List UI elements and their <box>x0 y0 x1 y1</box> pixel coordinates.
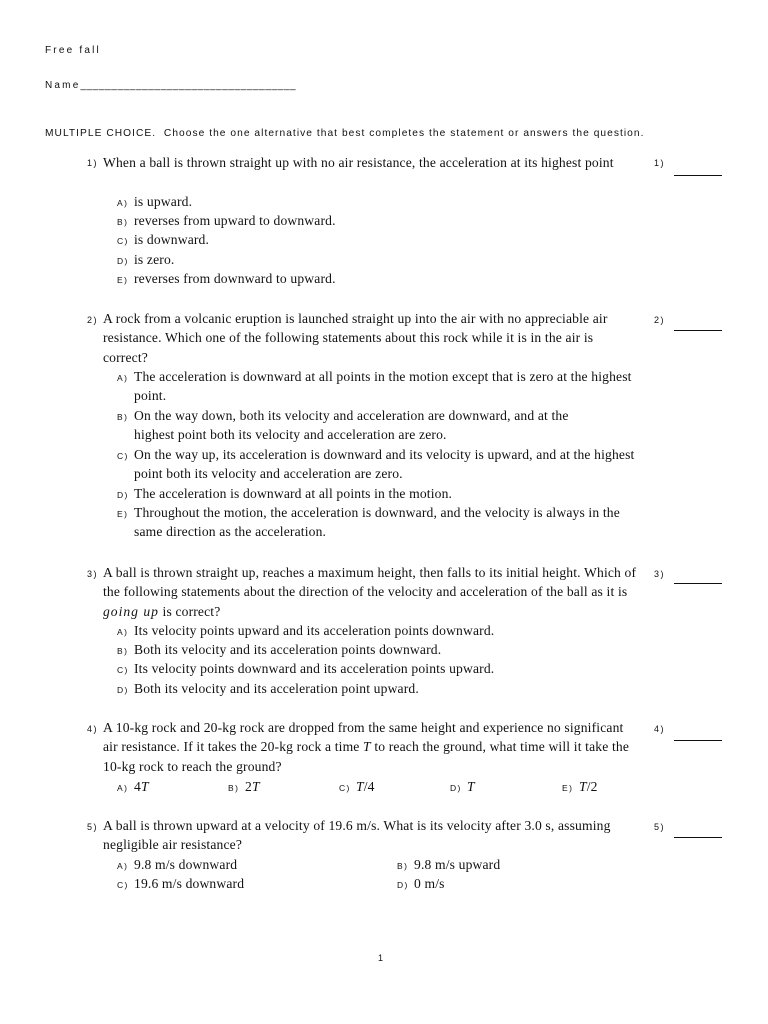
name-label: Name <box>45 80 81 91</box>
option-d[interactable]: D) T <box>450 779 475 794</box>
worksheet-title: Free fall <box>45 45 101 56</box>
answer-blank[interactable] <box>674 837 722 838</box>
answer-number: 1) <box>654 158 666 168</box>
question-text: A ball is thrown straight up, reaches a maximum height, then falls to its initial height. Which of the following statements about the direction of the velocity and acceleration of the ball as it is going up is correct? <box>103 565 637 619</box>
answer-number: 5) <box>654 822 666 832</box>
question-text: A rock from a volcanic eruption is launched straight up into the air with no appreciable air resistance. Which one of the following statements about this rock while it is in the air is correct? <box>103 311 608 365</box>
option-c[interactable]: C) 19.6 m/s downward <box>117 876 245 891</box>
question-text: A 10-kg rock and 20-kg rock are dropped from the same height and experience no significant air resistance. If it takes the 20-kg rock a time T to reach the ground, what time will it take the 10-kg rock to reach the ground? <box>103 720 630 774</box>
emphasis-text: T <box>363 739 371 755</box>
option-e[interactable]: E) T/2 <box>562 779 598 794</box>
answer-number: 4) <box>654 724 666 734</box>
option-a[interactable]: A) Its velocity points upward and its acceleration points downward. <box>117 623 495 638</box>
answer-number: 2) <box>654 315 666 325</box>
question-number: 3) <box>87 569 99 579</box>
option-d[interactable]: D) is zero. <box>117 252 175 267</box>
option-e[interactable]: E) reverses from downward to upward. <box>117 271 336 286</box>
option-b[interactable]: B) Both its velocity and its acceleration points downward. <box>117 642 442 657</box>
emphasis-text: going up <box>103 603 159 619</box>
option-b[interactable]: B) 9.8 m/s upward <box>397 857 501 872</box>
section-instruction-text: Choose the one alternative that best completes the statement or answers the question. <box>163 128 645 139</box>
question-number: 2) <box>87 315 99 325</box>
answer-blank[interactable] <box>674 740 722 741</box>
option-e[interactable]: E) Throughout the motion, the acceleration is downward, and the velocity is always in the same direction as the acceleration. <box>117 505 620 540</box>
section-instructions <box>45 128 645 139</box>
option-a[interactable]: A) The acceleration is downward at all points in the motion except that is zero at the highest point. <box>117 369 632 404</box>
option-a[interactable]: A) is upward. <box>117 194 193 209</box>
option-c[interactable]: C) T/4 <box>339 779 375 794</box>
question-number: 1) <box>87 158 99 168</box>
option-d[interactable]: D) 0 m/s <box>397 876 445 891</box>
question-number: 5) <box>87 822 99 832</box>
option-b[interactable]: B) reverses from upward to downward. <box>117 213 336 228</box>
question-text: A ball is thrown upward at a velocity of 19.6 m/s. What is its velocity after 3.0 s, assuming negligible air resistance? <box>103 818 611 853</box>
option-c[interactable]: C) is downward. <box>117 232 210 247</box>
name-field <box>45 80 296 91</box>
question-text: When a ball is thrown straight up with no air resistance, the acceleration at its highest point <box>103 155 614 170</box>
answer-number: 3) <box>654 569 666 579</box>
answer-blank[interactable] <box>674 583 722 584</box>
option-a[interactable]: A) 9.8 m/s downward <box>117 857 238 872</box>
option-c[interactable]: C) Its velocity points downward and its acceleration points upward. <box>117 661 495 676</box>
option-c[interactable]: C) On the way up, its acceleration is downward and its velocity is upward, and at the highest point both its velocity and acceleration are zero. <box>117 447 635 482</box>
name-line: ___________________________________ <box>80 80 297 91</box>
option-b[interactable]: B) On the way down, both its velocity and acceleration are downward, and at the highest point both its velocity and acceleration are zero. <box>117 408 569 443</box>
page-number: 1 <box>378 953 384 963</box>
option-d[interactable]: D) The acceleration is downward at all points in the motion. <box>117 486 453 501</box>
question-number: 4) <box>87 724 99 734</box>
section-heading: MULTIPLE CHOICE. <box>45 128 157 139</box>
option-b[interactable]: B) 2T <box>228 779 260 794</box>
answer-blank[interactable] <box>674 175 722 176</box>
answer-blank[interactable] <box>674 330 722 331</box>
option-a[interactable]: A) 4T <box>117 779 149 794</box>
option-d[interactable]: D) Both its velocity and its acceleration point upward. <box>117 681 419 696</box>
